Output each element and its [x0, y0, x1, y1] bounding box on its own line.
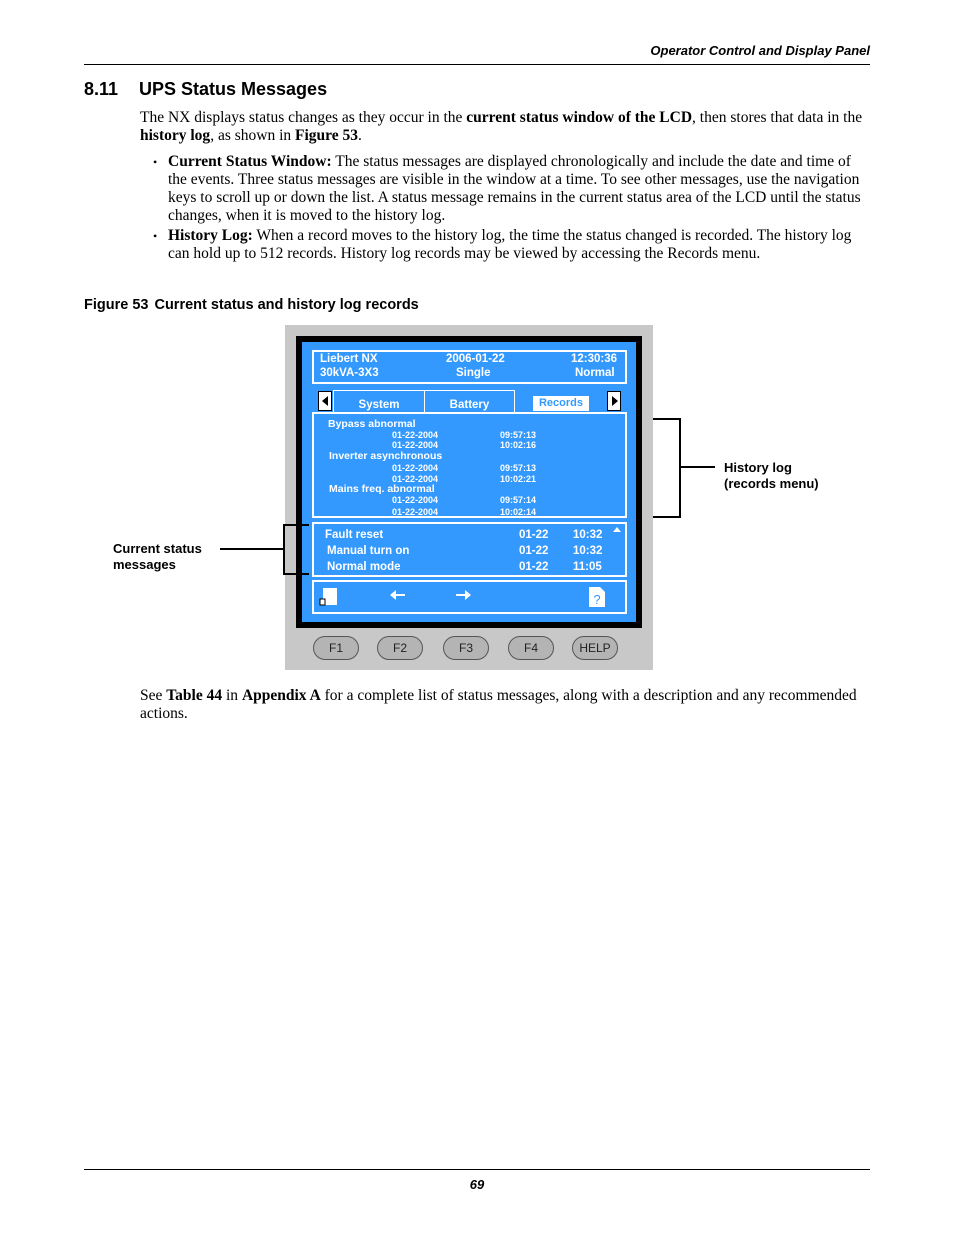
lcd-rating: 30kVA-3X3 — [320, 367, 379, 379]
intro-text-4: . — [358, 127, 362, 144]
record-date: 01-22-2004 — [392, 474, 439, 484]
bullet-term: History Log: — [168, 227, 253, 244]
arrow-right-icon — [612, 396, 618, 406]
bullet-marker: • — [153, 229, 158, 243]
intro-text-3: , as shown in — [210, 127, 296, 144]
current-leader-line — [220, 548, 283, 550]
lcd-time: 12:30:36 — [571, 353, 618, 365]
arrow-left-icon[interactable] — [389, 588, 407, 602]
bullet-text: The status messages are displayed chronologically and include the date and time of the events. Three status messages are visible in the window at a time. To see other messages, use the navigation keys to scroll up or down the list. A status message remains in the current status area of the LCD until the status changes, when it is moved to the history log. — [168, 153, 861, 224]
f2-key[interactable]: F2 — [377, 636, 423, 660]
status-message: Normal mode — [327, 561, 401, 573]
arrow-right-icon[interactable] — [454, 588, 472, 602]
status-time: 10:32 — [573, 545, 603, 557]
exit-icon[interactable] — [318, 586, 340, 608]
record-date: 01-22-2004 — [392, 430, 439, 440]
record-date: 01-22-2004 — [392, 495, 439, 505]
history-bracket-top — [653, 418, 681, 420]
intro-text-2: , then stores that data in the — [692, 109, 863, 126]
status-date: 01-22 — [519, 529, 549, 541]
footer-rule — [84, 1169, 870, 1170]
bullet-history-log — [153, 227, 870, 263]
lcd-model: Liebert NX — [320, 353, 378, 365]
table-ref: Table 44 — [166, 687, 223, 704]
section-number: 8.11 — [84, 79, 119, 99]
status-date: 01-22 — [519, 561, 549, 573]
tab-scroll-right-button[interactable] — [607, 391, 621, 411]
status-time: 10:32 — [573, 529, 603, 541]
page-number: 69 — [469, 1177, 485, 1192]
bullet-term: Current Status Window: — [168, 153, 332, 170]
running-header: Operator Control and Display Panel — [650, 43, 870, 58]
closing-text-1: See — [140, 687, 167, 704]
status-date: 01-22 — [519, 545, 549, 557]
status-message: Manual turn on — [327, 545, 410, 557]
record-event: Bypass abnormal — [328, 418, 416, 430]
record-date: 01-22-2004 — [392, 507, 439, 517]
history-bracket-side — [679, 418, 681, 518]
intro-bold-2: history log — [140, 127, 211, 144]
tab-battery[interactable]: Battery — [424, 390, 515, 413]
status-message: Fault reset — [325, 529, 384, 541]
history-bracket-bottom — [653, 516, 681, 518]
tab-system[interactable]: System — [333, 390, 425, 413]
scroll-up-icon[interactable] — [613, 527, 621, 532]
record-time: 10:02:14 — [500, 507, 537, 517]
intro-paragraph — [140, 109, 870, 145]
intro-bold-1: current status window of the LCD — [466, 109, 693, 126]
callout-line: messages — [113, 557, 176, 572]
closing-text-3: for a complete list of status messages, along with a description and any recommended actions. — [140, 687, 857, 722]
closing-paragraph — [140, 687, 870, 723]
help-icon[interactable] — [587, 586, 607, 608]
lcd-mode: Single — [456, 367, 491, 379]
current-bracket-side — [283, 524, 285, 575]
callout-line: Current status — [113, 541, 202, 556]
arrow-left-icon — [322, 396, 328, 406]
record-time: 09:57:14 — [500, 495, 537, 505]
bullet-text: When a record moves to the history log, the time the status changed is recorded. The history log can hold up to 512 records. History log records may be viewed by accessing the Records menu. — [168, 227, 852, 262]
f3-key[interactable]: F3 — [443, 636, 489, 660]
bullet-marker: • — [153, 155, 158, 169]
help-key[interactable]: HELP — [572, 636, 618, 660]
f1-key[interactable]: F1 — [313, 636, 359, 660]
intro-text-1: The NX displays status changes as they occur in the — [140, 109, 467, 126]
status-time: 11:05 — [573, 561, 602, 573]
record-time: 10:02:16 — [500, 440, 537, 450]
current-status-callout — [113, 541, 202, 573]
closing-text-2: in — [222, 687, 242, 704]
current-bracket-top — [283, 524, 309, 526]
header-rule — [84, 64, 870, 65]
record-time: 10:02:21 — [500, 474, 537, 484]
record-time: 09:57:13 — [500, 430, 537, 440]
history-log-callout — [724, 460, 819, 492]
f4-key[interactable]: F4 — [508, 636, 554, 660]
figure-caption — [84, 297, 419, 313]
record-event: Inverter asynchronous — [329, 450, 443, 462]
appendix-ref: Appendix A — [241, 687, 321, 704]
intro-figure-ref: Figure 53 — [295, 127, 359, 144]
record-date: 01-22-2004 — [392, 463, 439, 473]
figure-label: Figure 53 — [84, 297, 149, 313]
callout-line: History log — [724, 460, 792, 475]
lcd-state: Normal — [575, 367, 615, 379]
section-heading: UPS Status Messages — [139, 79, 328, 99]
record-date: 01-22-2004 — [392, 440, 439, 450]
record-event: Mains freq. abnormal — [329, 483, 435, 495]
current-bracket-bottom — [283, 573, 309, 575]
tab-records[interactable]: Records — [533, 396, 589, 411]
section-title — [84, 79, 327, 100]
record-time: 09:57:13 — [500, 463, 537, 473]
lcd-date: 2006-01-22 — [446, 353, 505, 365]
callout-line: (records menu) — [724, 476, 819, 491]
figure-caption-text: Current status and history log records — [154, 297, 419, 313]
history-leader-line — [681, 466, 715, 468]
bullet-current-status — [153, 153, 870, 225]
tab-scroll-left-button[interactable] — [318, 391, 332, 411]
svg-text:?: ? — [593, 592, 601, 607]
